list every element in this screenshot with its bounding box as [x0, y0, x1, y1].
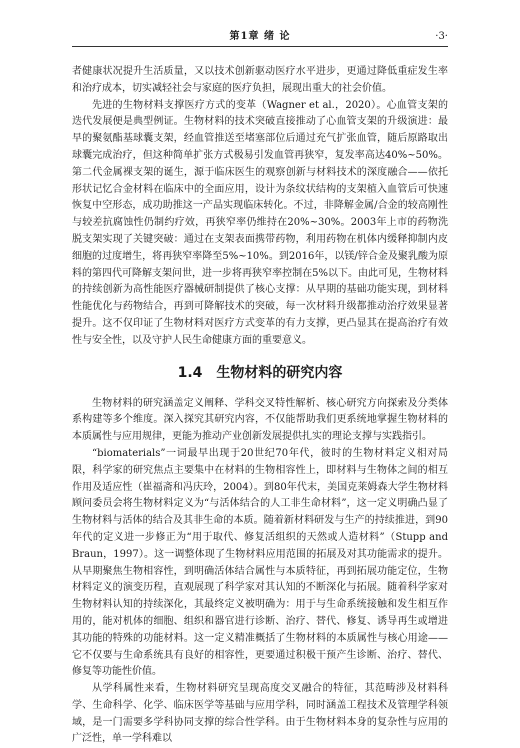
page-number: ·3·: [435, 31, 448, 42]
running-head: [72, 30, 448, 47]
section-heading: [72, 364, 448, 382]
paragraph: 者健康状况提升生活质量，又以技术创新驱动医疗水平进步，更通过降低重症发生率和治疗成本，切实减轻社会与家庭的医疗负担，展现出重大的社会价值。: [72, 66, 448, 94]
paragraph: 生物材料的研究涵盖定义阐释、学科交叉特性解析、核心研究方向探索及分类体系构建等多个维度。深入探究其研究内容，不仅能帮助我们更系统地掌握生物材料的本质属性与应用规律，更能为推动产业创新发展提供扎实的理论支撑与实践指引。: [72, 397, 448, 443]
chapter-title: 第1章 绪 论: [229, 31, 291, 42]
paragraph: 从学科属性来看，生物材料研究呈现高度交叉融合的特征，其范畴涉及材料科学、生命科学、化学、临床医学等基础与应用学科，同时涵盖工程技术及管理学科领域，是一门需要多学科协同支撑的综合性学科。由于生物材料本身的复杂性与应用的广泛性，单一学科难以: [72, 683, 448, 745]
section-number: 1.4: [177, 364, 203, 381]
section-title: 生物材料的研究内容: [216, 364, 343, 381]
body-text: [72, 64, 448, 748]
paragraph: 先进的生物材料支撑医疗方式的变革（Wagner et al.，2020）。心血管支架的迭代发展便是典型例证。生物材料的技术突破直接推动了心血管支架的升级演进：最早的聚氨酯基球囊支架，经血管推送至堵塞部位后通过充气扩张血管，随后原路取出球囊完成治疗，但这种简单扩张方式极易引发血管再狭窄，复发率高达40%~50%。第二代金属裸支架的诞生，源于临床医生的观察创新与材料技术的深度融合——依托形状记忆合金材料在临床中的全面应用，设计为条纹状结构的支架植入血管后可快速恢复中空形态，成功助推这一产品实现临床转化。不过，非降解金属/合金的较高刚性与较差抗腐蚀性仍制约疗效，再狭窄率仍维持在20%~30%。2003年上市的药物洗脱支架实现了关键突破：通过在支架表面携带药物，利用药物在机体内缓释抑制内皮细胞的过度增生，将再狭窄率降至5%~10%。到2016年，以镁/锌合金及聚乳酸为原料的第四代可降解支架问世，进一步将再狭窄率控制在5%以下。由此可见，生物材料的持续创新为高性能医疗器械研制提供了核心支撑：从早期的基础功能实现，到材料性能优化与药物结合，再到可降解技术的突破，每一次材料升级都推动治疗效果显著提升。这不仅印证了生物材料对医疗方式变革的有力支撑，更凸显其在提高治疗有效性与安全性，以及守护人民生命健康方面的重要意义。: [72, 99, 448, 346]
paragraph: “biomaterials”一词最早出现于20世纪70年代，彼时的生物材料定义相对局限，科学家的研究焦点主要集中在材料的生物相容性上，即材料与生物体之间的相互作用及适应性（崔福斋和冯庆玲，2004）。到80年代末，美国克莱姆森大学生物材料顾问委员会将生物材料定义为“与活体结合的人工非生命材料”，这一定义明确凸显了生物材料与活体的结合及其非生命的本质。随着新材料研发与生产的持续推进，到90年代的定义进一步修正为“用于取代、修复活组织的天然或人造材料”（Stupp and Braun，1997）。这一调整体现了生物材料应用范围的拓展及对其功能需求的提升。从早期聚焦生物相容性，到明确活体结合属性与本质特征，再到拓展功能定位，生物材料定义的演变历程，直观展现了科学家对其认知的不断深化与拓展。随着科学家对生物材料认知的持续深化，其最终定义被明确为：用于与生命系统接触和发生相互作用的，能对机体的细胞、组织和器官进行诊断、治疗、替代、修复、诱导再生或增进其功能的特殊的功能材料。这一定义精准概括了生物材料的本质属性与核心用途——它不仅要与生命系统具有良好的相容性，更要通过积极干预产生诊断、治疗、替代、修复等功能性价值。: [72, 447, 448, 678]
